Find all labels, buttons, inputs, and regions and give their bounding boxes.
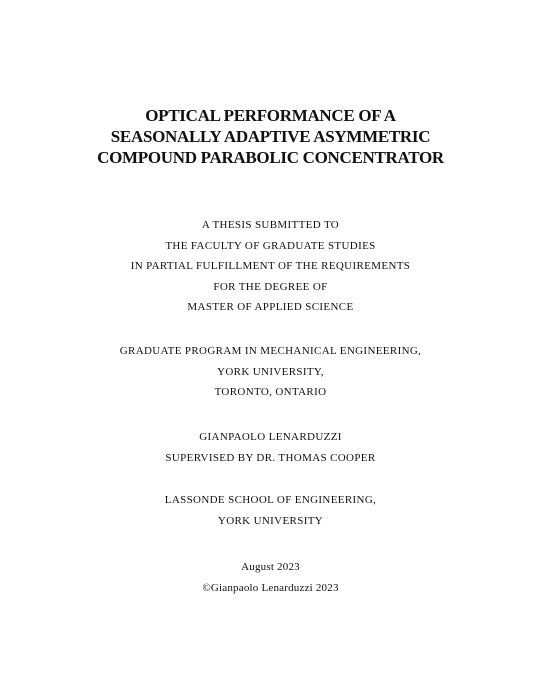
copyright-line: ©Gianpaolo Lenarduzzi 2023 [202,581,339,594]
school-university: YORK UNIVERSITY [217,514,324,527]
program-name: GRADUATE PROGRAM IN MECHANICAL ENGINEERING, [119,345,422,357]
thesis-title [0,105,541,168]
submission-line-1: A THESIS SUBMITTED TO [201,219,340,231]
submission-date: August 2023 [241,561,300,573]
location: TORONTO, ONTARIO [214,386,327,398]
school-block [0,490,541,531]
thesis-title-line-2: SEASONALLY ADAPTIVE ASYMMETRIC [110,127,431,146]
university-name: YORK UNIVERSITY, [217,365,324,378]
program-block [0,341,541,403]
school-name: LASSONDE SCHOOL OF ENGINEERING, [164,494,377,506]
submission-statement [0,215,541,318]
submission-line-4: FOR THE DEGREE OF [213,280,328,293]
submission-line-2: THE FACULTY OF GRADUATE STUDIES [165,239,376,252]
degree-name: MASTER OF APPLIED SCIENCE [187,301,354,313]
author-block [0,427,541,468]
author-name: GIANPAOLO LENARDUZZI [199,431,342,443]
supervisor-line: SUPERVISED BY DR. THOMAS COOPER [165,451,376,464]
thesis-title-line-3: COMPOUND PARABOLIC CONCENTRATOR [97,148,444,167]
footer-block [0,557,541,598]
submission-line-3: IN PARTIAL FULFILLMENT OF THE REQUIREMENTS [130,260,411,272]
thesis-title-line-1: OPTICAL PERFORMANCE OF A [145,106,396,125]
